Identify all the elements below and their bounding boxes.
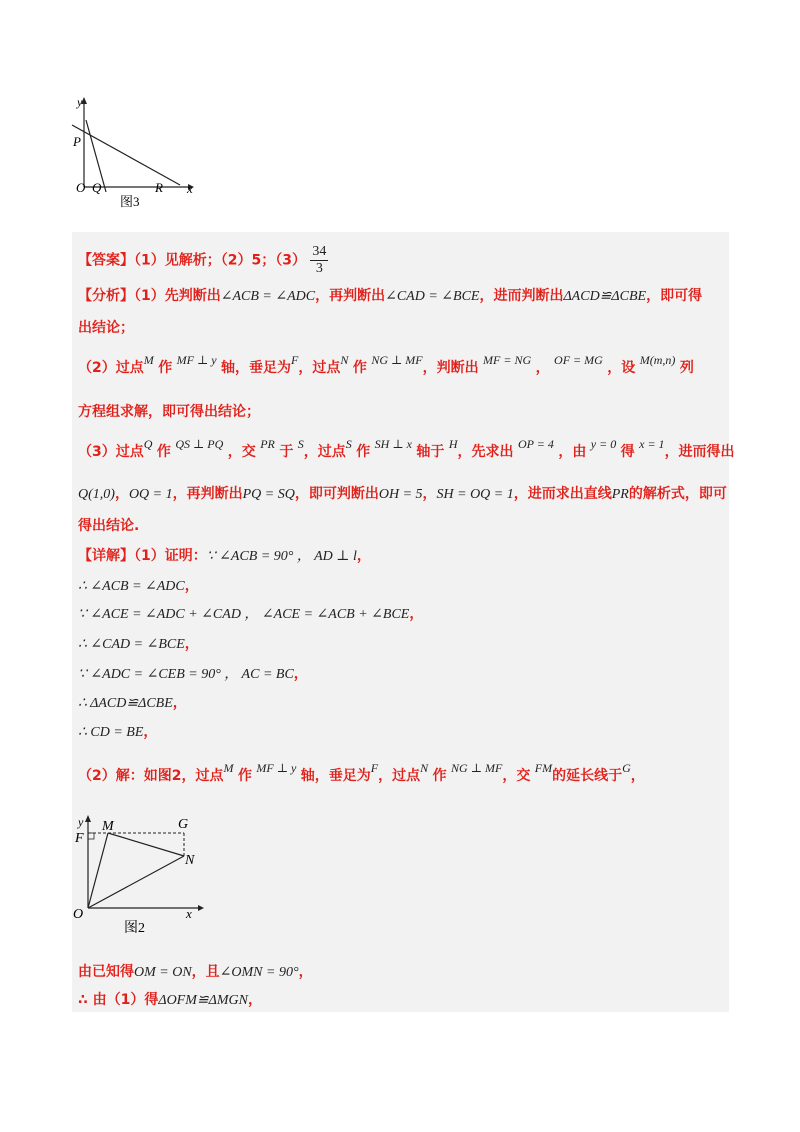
fraction-denominator: 3 bbox=[315, 261, 323, 276]
text: ， bbox=[172, 695, 187, 711]
text: （1）证明： bbox=[134, 548, 207, 564]
text: 作 bbox=[356, 444, 371, 460]
text: ，再判断出 bbox=[315, 288, 386, 304]
math: ∵ ∠ADC = ∠CEB = 90° ， AC = BC bbox=[78, 667, 294, 682]
math: OM = ON bbox=[134, 965, 192, 980]
detail-line-5 bbox=[78, 664, 308, 685]
math: FM bbox=[534, 761, 553, 775]
math: NG ⊥ MF bbox=[371, 353, 423, 367]
answer-fraction bbox=[310, 244, 328, 277]
math: MF ⊥ y bbox=[176, 353, 217, 367]
text: ， bbox=[535, 360, 550, 376]
text: ，进而求出直线 bbox=[513, 486, 612, 502]
math: SH = OQ = 1 bbox=[436, 487, 514, 502]
math: y = 0 bbox=[590, 437, 617, 451]
text: 轴，垂足为 bbox=[221, 360, 292, 376]
fig3-q-label: Q bbox=[92, 180, 102, 195]
math: PR bbox=[611, 487, 629, 502]
fig3-p-label: P bbox=[73, 134, 81, 149]
math: H bbox=[448, 437, 458, 451]
text: ，过点 bbox=[378, 768, 421, 784]
detail-line-10 bbox=[78, 990, 262, 1011]
text: 作 bbox=[432, 768, 447, 784]
fig2-y-label: y bbox=[78, 815, 84, 829]
fig2-m-label: M bbox=[102, 819, 114, 834]
math: OH = 5 bbox=[378, 487, 423, 502]
text: 的延长线于 bbox=[552, 768, 623, 784]
text: ，设 bbox=[607, 360, 636, 376]
fig2-n-label: N bbox=[185, 853, 195, 868]
text: （2）解：如图2，过点 bbox=[78, 768, 224, 784]
detail-line-2 bbox=[78, 576, 199, 597]
text: 轴于 bbox=[416, 444, 445, 460]
text: ， bbox=[114, 486, 129, 502]
text: ，过点 bbox=[298, 360, 341, 376]
math: F bbox=[370, 761, 379, 775]
text: ，进而判断出 bbox=[479, 288, 564, 304]
answer-tag: 【答案】 bbox=[78, 252, 134, 269]
math: ∵ ∠ACB = 90° ， AD ⊥ l bbox=[206, 549, 357, 564]
answer-text: （1）见解析；（2）5；（3） bbox=[134, 252, 306, 269]
answer-line bbox=[78, 244, 328, 277]
fig3-r-label: R bbox=[155, 180, 163, 195]
math: ΔOFM≌ΔMGN bbox=[158, 993, 248, 1008]
text: ，即可得 bbox=[646, 288, 703, 304]
text: 于 bbox=[279, 444, 294, 460]
math: OQ = 1 bbox=[128, 487, 173, 502]
analysis-line-7 bbox=[78, 516, 139, 536]
text: 作 bbox=[352, 360, 367, 376]
analysis-line-5 bbox=[78, 437, 735, 462]
detail-line-1 bbox=[78, 546, 371, 567]
detail-line-8 bbox=[78, 761, 645, 786]
math: OF = MG bbox=[554, 353, 603, 367]
math: M bbox=[223, 761, 234, 775]
math: ∠ACB = ∠ADC bbox=[220, 289, 316, 304]
figure-3 bbox=[70, 92, 200, 212]
math: M(m,n) bbox=[639, 353, 676, 367]
text: ，进而得出 bbox=[664, 444, 735, 460]
text: ， bbox=[298, 964, 313, 980]
analysis-tag: 【分析】 bbox=[78, 288, 134, 304]
math: PR bbox=[260, 437, 275, 451]
text: （1）先判断出 bbox=[134, 288, 221, 304]
fig2-caption: 图2 bbox=[124, 921, 145, 936]
fig2-f-label: F bbox=[75, 831, 84, 846]
text: ， bbox=[184, 636, 199, 652]
detail-line-7 bbox=[78, 722, 157, 743]
text: ，再判断出 bbox=[172, 486, 243, 502]
detail-line-4 bbox=[78, 634, 199, 655]
text: 由已知得 bbox=[78, 964, 134, 980]
text: ， bbox=[409, 606, 424, 622]
text: ，且 bbox=[191, 964, 220, 980]
text: 方程组求解，即可得出结论； bbox=[78, 404, 260, 420]
text: ，先求出 bbox=[457, 444, 514, 460]
analysis-line-3 bbox=[78, 353, 694, 378]
text: （3）过点 bbox=[78, 444, 144, 460]
fig2-o-label: O bbox=[73, 907, 84, 922]
analysis-line-2 bbox=[78, 318, 134, 338]
text: 作 bbox=[156, 444, 171, 460]
text: ， bbox=[247, 992, 262, 1008]
text: 出结论； bbox=[78, 320, 134, 336]
detail-tag: 【详解】 bbox=[78, 548, 134, 564]
text: 的解析式，即可 bbox=[628, 486, 727, 502]
math: ∵ ∠ACE = ∠ADC + ∠CAD ， ∠ACE = ∠ACB + ∠BCE bbox=[78, 607, 410, 622]
math: MF = NG bbox=[483, 353, 532, 367]
math: ΔACD≌ΔCBE bbox=[563, 289, 647, 304]
fig3-o-label: O bbox=[76, 180, 86, 195]
text: ，过点 bbox=[303, 444, 346, 460]
figure-2 bbox=[72, 810, 212, 938]
math: G bbox=[622, 761, 631, 775]
analysis-line-1 bbox=[78, 286, 702, 307]
analysis-line-4 bbox=[78, 402, 260, 422]
math: ∴ ∠CAD = ∠BCE bbox=[78, 637, 185, 652]
text: 作 bbox=[237, 768, 252, 784]
math: ∴ ΔACD≌ΔCBE bbox=[78, 696, 173, 711]
math: Q(1,0) bbox=[78, 487, 115, 502]
math: M bbox=[143, 353, 154, 367]
text: ，即可判断出 bbox=[294, 486, 379, 502]
math: S bbox=[297, 437, 304, 451]
math: F bbox=[291, 353, 299, 367]
math: N bbox=[420, 761, 429, 775]
text: ， bbox=[630, 768, 645, 784]
text: 得出结论. bbox=[78, 518, 140, 534]
fraction-numerator: 34 bbox=[312, 244, 327, 259]
text: ， bbox=[143, 724, 158, 740]
text: ∴ 由（1）得 bbox=[78, 992, 159, 1008]
math: ∴ ∠ACB = ∠ADC bbox=[78, 579, 185, 594]
text: （2）过点 bbox=[78, 360, 144, 376]
fig3-x-label: x bbox=[187, 181, 193, 196]
fig2-x-label: x bbox=[186, 906, 192, 921]
text: ， bbox=[184, 578, 199, 594]
math: N bbox=[340, 353, 349, 367]
fig3-caption: 图3 bbox=[120, 194, 140, 209]
detail-line-3 bbox=[78, 604, 423, 625]
analysis-line-6 bbox=[78, 484, 727, 505]
math: MF ⊥ y bbox=[256, 761, 297, 775]
math: PQ = SQ bbox=[242, 487, 295, 502]
math: Q bbox=[143, 437, 153, 451]
math: QS ⊥ PQ bbox=[175, 437, 224, 451]
math: ∠CAD = ∠BCE bbox=[385, 289, 480, 304]
math: S bbox=[345, 437, 352, 451]
math: NG ⊥ MF bbox=[451, 761, 503, 775]
math: x = 1 bbox=[639, 437, 665, 451]
text: ， bbox=[293, 666, 308, 682]
detail-line-6 bbox=[78, 693, 187, 714]
detail-line-9 bbox=[78, 962, 313, 983]
text: 作 bbox=[158, 360, 173, 376]
fig2-g-label: G bbox=[178, 817, 189, 832]
math: OP = 4 bbox=[517, 437, 554, 451]
math: SH ⊥ x bbox=[374, 437, 412, 451]
math: ∴ CD = BE bbox=[78, 725, 144, 740]
text: 列 bbox=[679, 360, 694, 376]
text: ， bbox=[422, 486, 437, 502]
text: ，交 bbox=[502, 768, 531, 784]
text: 得 bbox=[620, 444, 635, 460]
text: ，交 bbox=[227, 444, 256, 460]
fig3-y-label: y bbox=[77, 95, 83, 109]
text: ，由 bbox=[558, 444, 587, 460]
text: 轴，垂足为 bbox=[300, 768, 371, 784]
text: ， bbox=[356, 548, 371, 564]
math: ∠OMN = 90° bbox=[219, 965, 299, 980]
text: ，判断出 bbox=[422, 360, 479, 376]
